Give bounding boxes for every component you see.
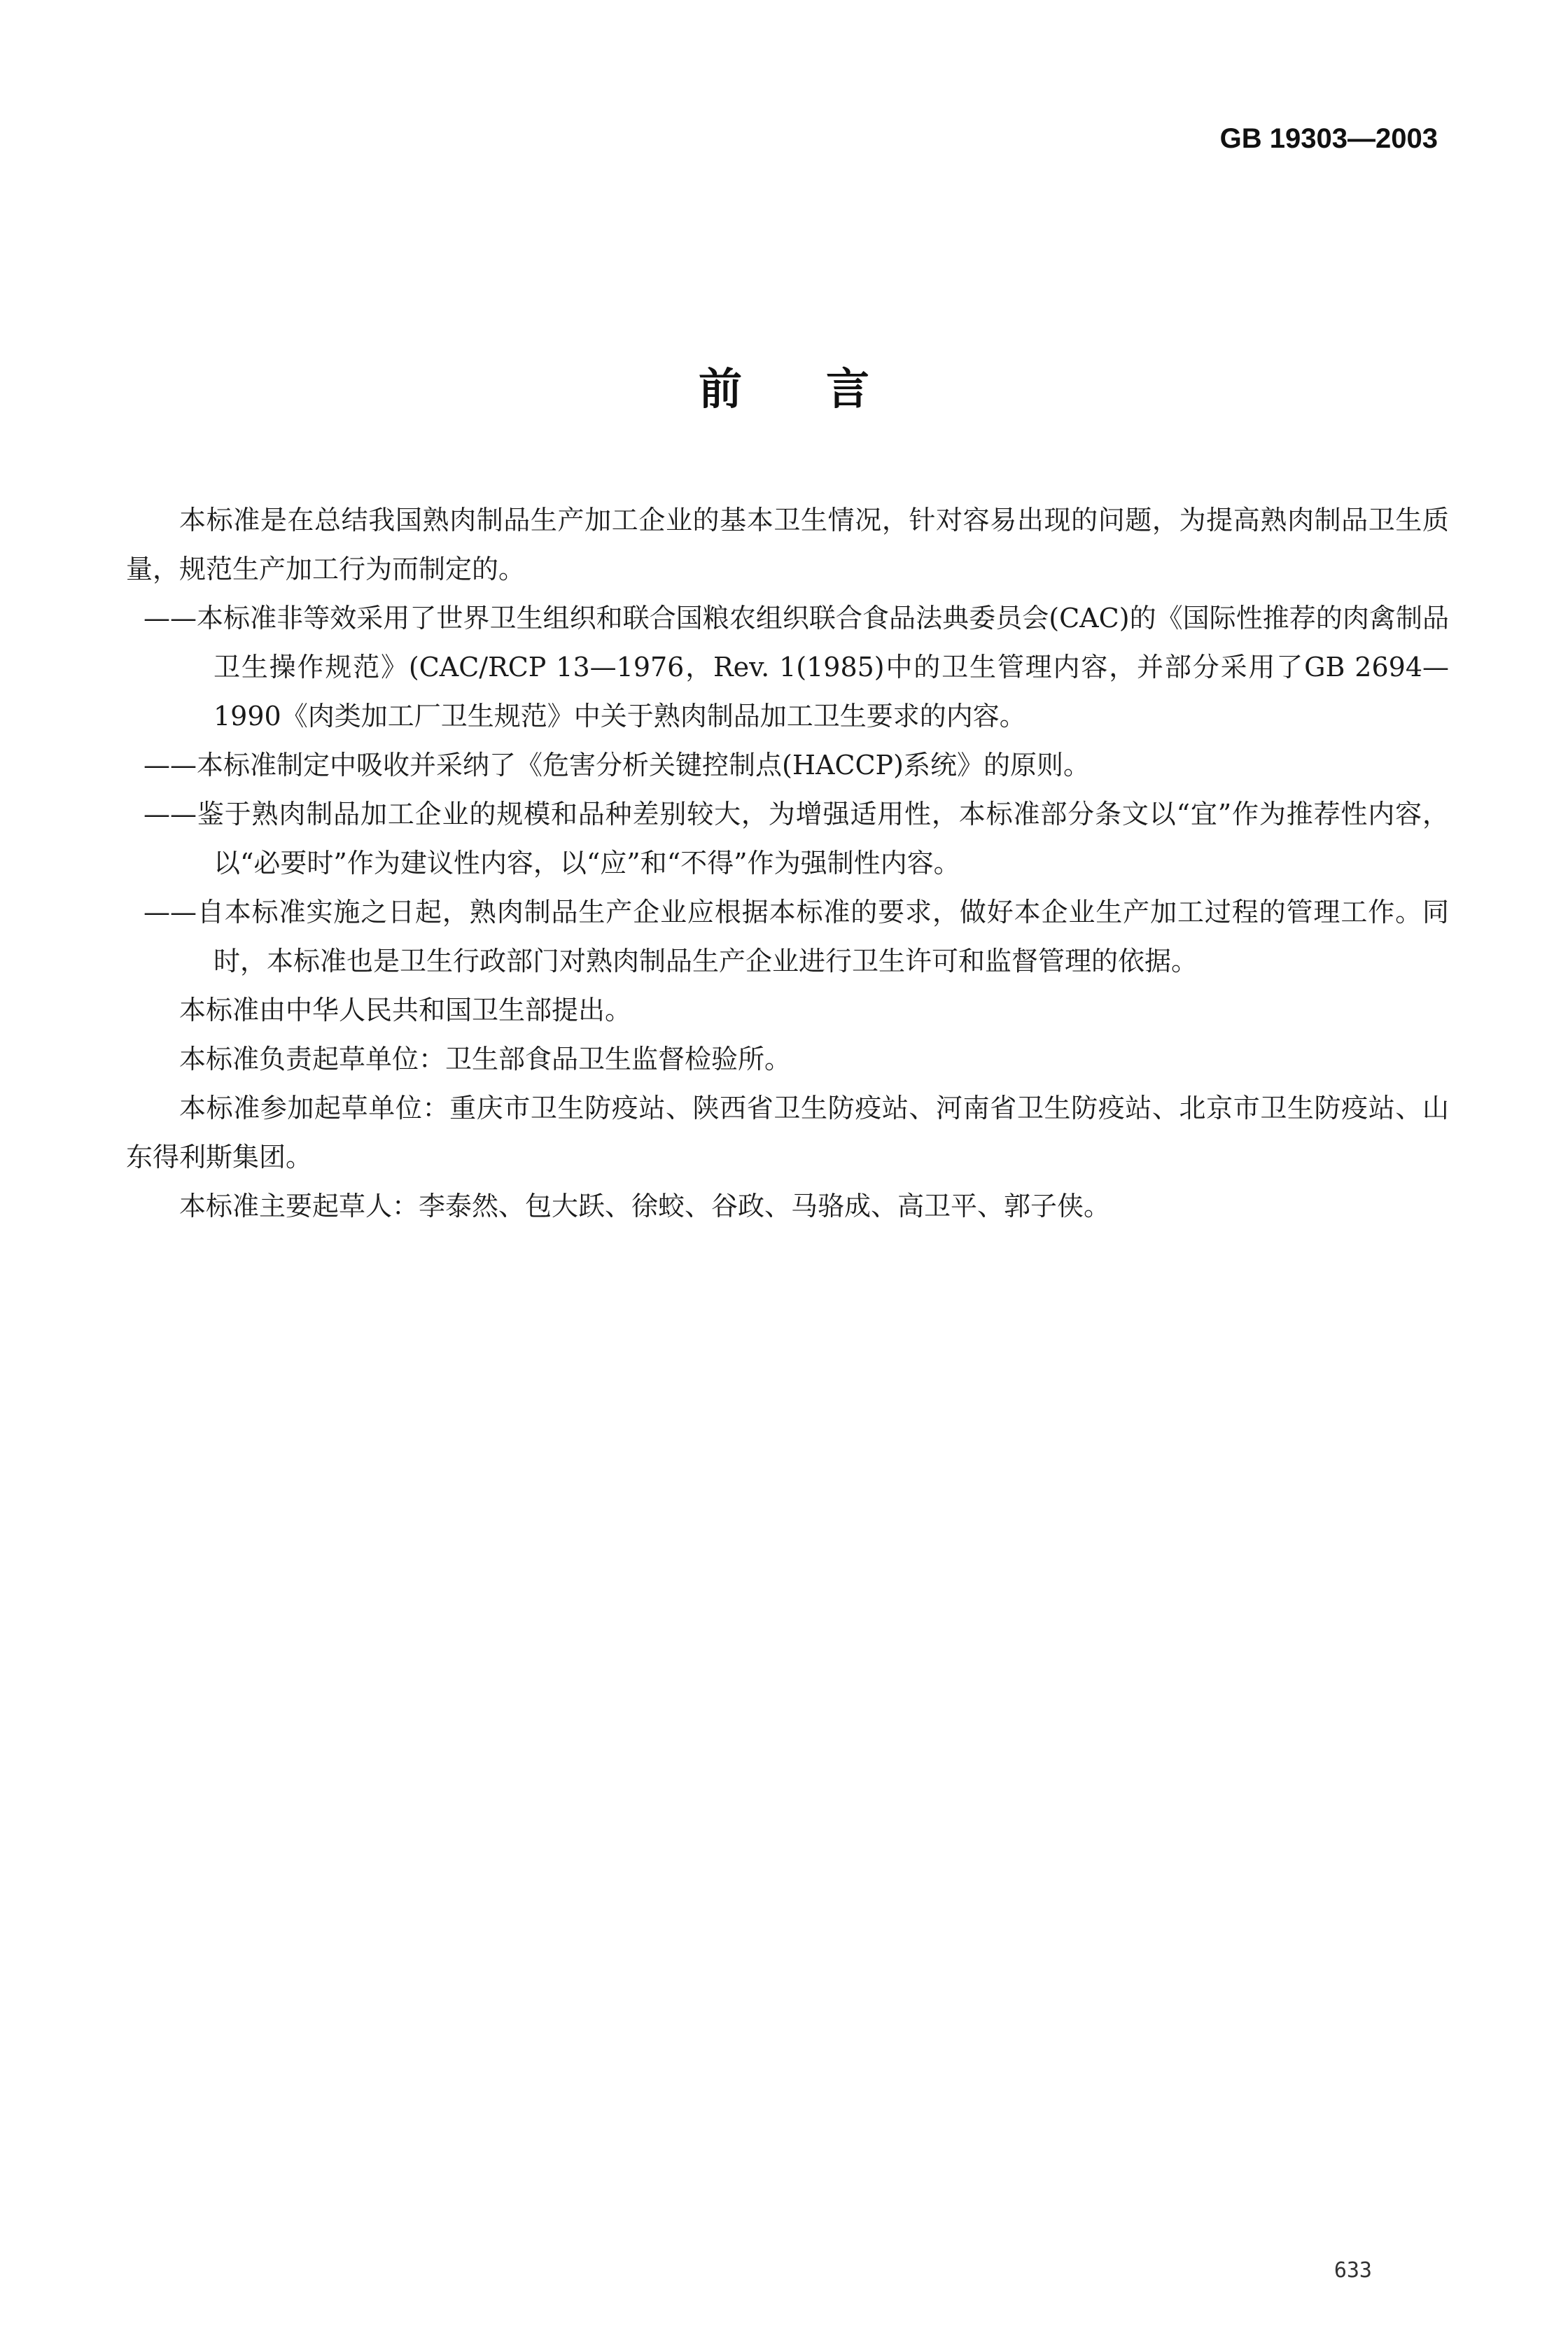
dash-item-implementation: ——自本标准实施之日起，熟肉制品生产企业应根据本标准的要求，做好本企业生产加工过程的管理工作。同时，本标准也是卫生行政部门对熟肉制品生产企业进行卫生许可和监督管理的依据。 xyxy=(144,897,1449,976)
foreword-body xyxy=(126,496,1449,1231)
dash-item-haccp: ——本标准制定中吸收并采纳了《危害分析关键控制点(HACCP)系统》的原则。 xyxy=(144,750,1090,780)
page-number: 633 xyxy=(1334,2258,1372,2283)
main-drafters-paragraph: 本标准主要起草人：李泰然、包大跃、徐蛟、谷政、马骆成、高卫平、郭子侠。 xyxy=(179,1191,1111,1222)
dash-item-applicability: ——鉴于熟肉制品加工企业的规模和品种差别较大，为增强适用性，本标准部分条文以“宜”作为推荐性内容，以“必要时”作为建议性内容，以“应”和“不得”作为强制性内容。 xyxy=(144,799,1449,878)
page-title: 前言 xyxy=(698,363,953,414)
participating-drafters-paragraph: 本标准参加起草单位：重庆市卫生防疫站、陕西省卫生防疫站、河南省卫生防疫站、北京市卫生防疫站、山东得利斯集团。 xyxy=(126,1093,1449,1172)
responsible-drafter-paragraph: 本标准负责起草单位：卫生部食品卫生监督检验所。 xyxy=(179,1044,792,1074)
intro-paragraph: 本标准是在总结我国熟肉制品生产加工企业的基本卫生情况，针对容易出现的问题，为提高熟肉制品卫生质量，规范生产加工行为而制定的。 xyxy=(126,505,1449,584)
dash-item-cac-reference: ——本标准非等效采用了世界卫生组织和联合国粮农组织联合食品法典委员会(CAC)的《国际性推荐的肉禽制品卫生操作规范》(CAC/RCP 13—1976，Rev. 1(1985)中的卫生管理内容，并部分采用了GB 2694—1990《肉类加工厂卫生规范》中关于熟肉制品加工卫生要求的内容。 xyxy=(144,603,1449,732)
proposer-paragraph: 本标准由中华人民共和国卫生部提出。 xyxy=(179,995,632,1026)
standard-code: GB 19303—2003 xyxy=(1219,123,1438,154)
